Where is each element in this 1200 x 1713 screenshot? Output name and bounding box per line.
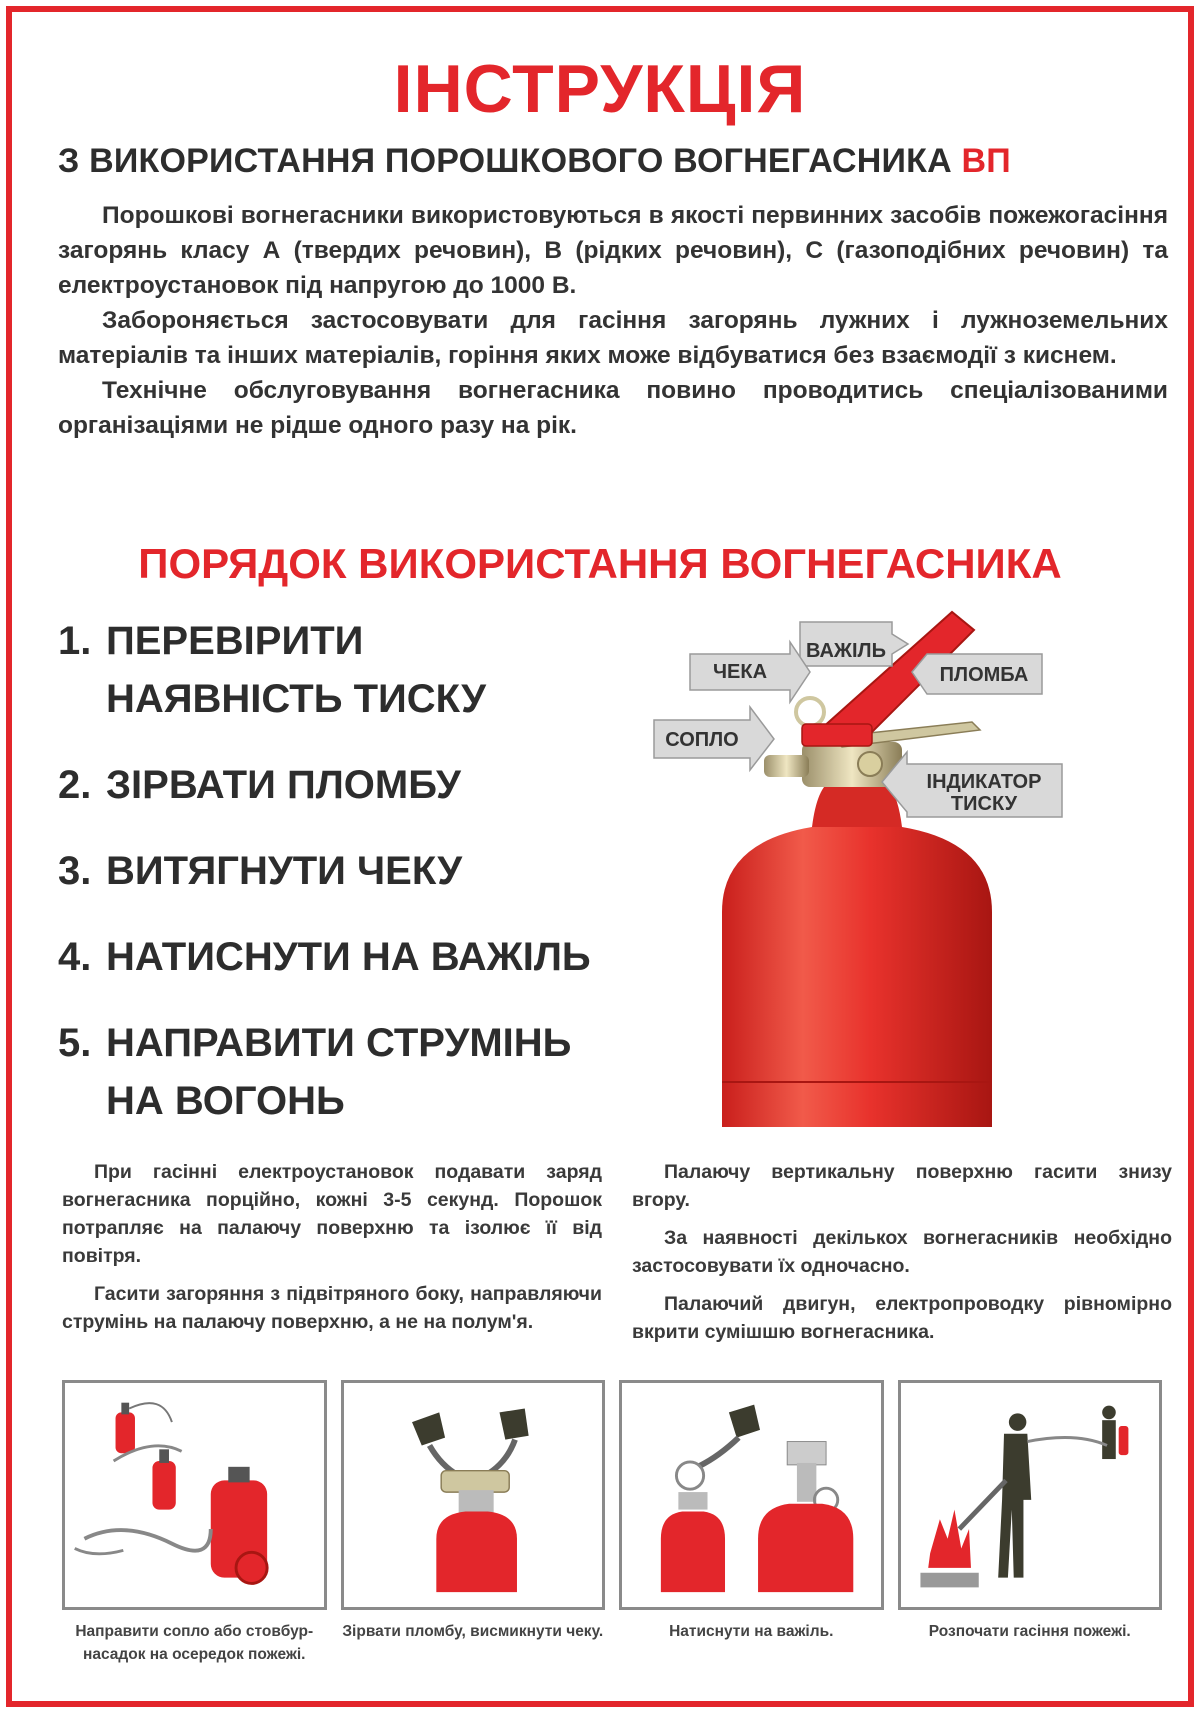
label-nozzle-text: СОПЛО: [665, 729, 739, 751]
label-seal: [912, 654, 1042, 694]
panel-start-extinguishing: [898, 1380, 1163, 1610]
subtitle-accent: ВП: [961, 142, 1011, 180]
intro-text: [58, 198, 1168, 443]
notes-left: [62, 1158, 602, 1356]
step-number: 3.: [58, 849, 92, 893]
label-lever-text: ВАЖІЛЬ: [806, 640, 886, 662]
step-item: [58, 928, 678, 986]
start-extinguishing-illustration: [901, 1383, 1160, 1607]
note-paragraph: За наявності декількох вогнегасників необхідно застосовувати їх одночасно.: [632, 1227, 1172, 1277]
panel-press-lever: [619, 1380, 884, 1610]
intro-paragraph: Технічне обслуговування вогнегасника повино проводитись спеціалізованими організаціями не рідше одного разу на рік.: [58, 377, 1168, 439]
step-text: ПЕРЕВІРИТИ: [106, 619, 364, 663]
step-item: [58, 756, 678, 814]
label-pin: [690, 642, 810, 702]
label-indicator: [882, 752, 1062, 817]
caption-aim-nozzle: Направити сопло або стовбур-насадок на осередок пожежі.: [75, 1623, 314, 1663]
note-paragraph: Палаючий двигун, електропроводку рівномірно вкрити сумішшю вогнегасника.: [632, 1293, 1172, 1343]
note-paragraph: Гасити загоряння з підвітряного боку, направляючи струмінь на палаючу поверхню, а не на полум'я.: [62, 1283, 602, 1333]
poster-title: ІНСТРУКЦІЯ: [393, 51, 807, 127]
step-text: ВИТЯГНУТИ ЧЕКУ: [106, 849, 463, 893]
step-item: [58, 842, 678, 900]
caption-press-lever: Натиснути на важіль.: [669, 1623, 834, 1640]
press-lever-illustration: [622, 1383, 881, 1607]
label-pin-text: ЧЕКА: [712, 661, 768, 683]
step-number: 2.: [58, 763, 92, 807]
pressure-gauge: [858, 752, 882, 776]
label-lever: [800, 622, 908, 666]
pull-pin-illustration: [344, 1383, 603, 1607]
caption-start-extinguishing: Розпочати гасіння пожежі.: [928, 1623, 1131, 1640]
label-indicator-text-1: ІНДИКАТОР: [926, 771, 1042, 793]
step-item: [58, 612, 678, 728]
pin-ring: [796, 698, 824, 726]
order-title: ПОРЯДОК ВИКОРИСТАННЯ ВОГНЕГАСНИКА: [138, 540, 1062, 587]
step-text: НАТИСНУТИ НА ВАЖІЛЬ: [106, 935, 591, 979]
panel-pull-pin: [341, 1380, 606, 1610]
step-text: ЗІРВАТИ ПЛОМБУ: [106, 763, 461, 807]
panel-captions: [62, 1620, 1162, 1666]
step-item: [58, 1014, 678, 1130]
panel-aim-nozzle: [62, 1380, 327, 1610]
nozzle-shape: [764, 755, 809, 777]
step-text: НАПРАВИТИ СТРУМІНЬ: [106, 1021, 572, 1065]
steps-list: [58, 612, 678, 1130]
extinguisher-illustration: [665, 612, 1192, 1132]
illustration-panels: [62, 1380, 1162, 1610]
intro-paragraph: Забороняється застосовувати для гасіння загорянь лужних і лужноземельних матеріалів та інших матеріалів, горіння яких може відбуватися без взаємодії з киснем.: [58, 307, 1168, 369]
intro-paragraph: Порошкові вогнегасники використовуються в якості первинних засобів пожежогасіння загорянь класу А (твердих речовин), В (рідких речовин), С (газоподібних речовин) та електроустановок під напругою до 1000 В.: [58, 202, 1168, 299]
subtitle-main: З ВИКОРИСТАННЯ ПОРОШКОВОГО ВОГНЕГАСНИКА: [58, 142, 952, 180]
step-number: 4.: [58, 935, 92, 979]
notes-right: [632, 1158, 1172, 1356]
step-text-line2: НА ВОГОНЬ: [106, 1079, 345, 1123]
notes-section: [62, 1158, 1172, 1356]
step-number: 5.: [58, 1021, 92, 1065]
aim-nozzle-illustration: [65, 1383, 324, 1607]
note-paragraph: Палаючу вертикальну поверхню гасити знизу вгору.: [632, 1161, 1172, 1211]
poster-subtitle: [58, 142, 1168, 181]
extinguisher-diagram: [665, 612, 1192, 1132]
caption-pull-pin: Зірвати пломбу, висмикнути чеку.: [342, 1623, 604, 1640]
poster: [6, 6, 1194, 1707]
step-text-line2: НАЯВНІСТЬ ТИСКУ: [106, 677, 486, 721]
label-indicator-text-2: ТИСКУ: [950, 793, 1018, 815]
step-number: 1.: [58, 619, 92, 663]
label-seal-text: ПЛОМБА: [939, 664, 1029, 686]
note-paragraph: При гасінні електроустановок подавати заряд вогнегасника порційно, кожні 3-5 секунд. Порошок потрапляє на палаючу поверхню та ізолює її від повітря.: [62, 1161, 602, 1267]
